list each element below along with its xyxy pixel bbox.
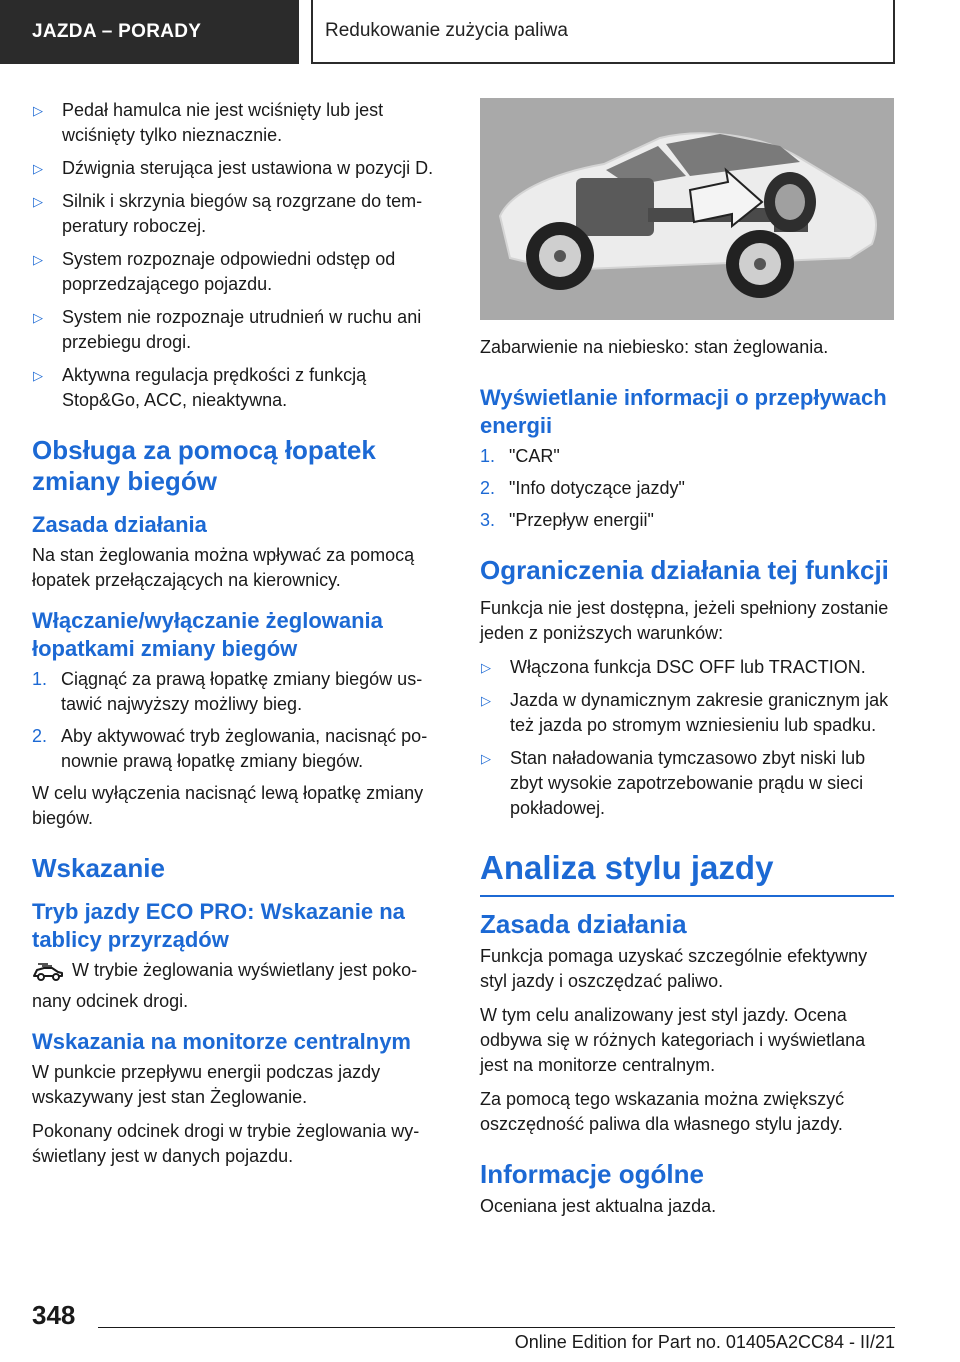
triangle-right-icon: ▷	[481, 693, 491, 708]
footer-divider	[98, 1327, 895, 1328]
list-item: ▷ System rozpoznaje odpowiedni odstęp od poprzedzającego pojazdu.	[32, 247, 446, 297]
toggle-off-text: W celu wyłączenia nacisnąć lewą łopatkę zmiany biegów.	[32, 783, 424, 828]
list-item: 1. "CAR"	[480, 446, 560, 466]
paddles-heading: Obsługa za pomocą łopatek zmiany biegów	[32, 435, 376, 496]
triangle-right-icon: ▷	[481, 751, 491, 766]
list-item: ▷ Pedał hamulca nie jest wciśnięty lub jest wciśnięty tylko nieznacznie.	[32, 98, 446, 148]
display-heading: Wskazanie	[32, 853, 165, 883]
general-heading: Informacje ogólne	[480, 1159, 704, 1189]
list-item: ▷ System nie rozpoznaje utrudnień w ruchu ani przebiegu drogi.	[32, 305, 446, 355]
list-item: 2. Aby aktywować tryb żeglowania, nacisnąć ponownie prawą łopatkę zmiany biegów.	[32, 726, 428, 771]
triangle-right-icon: ▷	[33, 161, 43, 176]
car-coasting-icon	[32, 962, 64, 989]
figure-caption: Zabarwienie na niebiesko: stan żeglowania.	[480, 337, 829, 357]
triangle-right-icon: ▷	[481, 660, 491, 675]
list-item: ▷ Jazda w dynamicznym zakresie granicznym jak też jazda po stromym wzniesieniu lub spadku.	[480, 688, 894, 738]
list-item: ▷ Stan naładowania tymczasowo zbyt niski lub zbyt wysokie zapotrzebowanie prądu w sieci pokładowej.	[480, 746, 894, 821]
triangle-right-icon: ▷	[33, 252, 43, 267]
style-heading: Analiza stylu jazdy	[480, 849, 774, 886]
eco-paragraph: W trybie żeglowania wyświetlany jest pokonany odcinek drogi.	[32, 960, 418, 1011]
right-column	[480, 98, 894, 1228]
chapter-header	[311, 0, 895, 64]
style-principle-heading: Zasada działania	[480, 909, 687, 939]
eco-heading: Tryb jazdy ECO PRO: Wskazanie na tablicy przyrządów	[32, 899, 405, 952]
list-item: ▷ Dźwignia sterująca jest ustawiona w pozycji D.	[32, 156, 446, 181]
chapter-title: Redukowanie zużycia paliwa	[325, 20, 568, 41]
limits-heading: Ograniczenia działania tej funkcji	[480, 555, 889, 585]
style-paragraph-2: W tym celu analizowany jest styl jazdy. Ocena odbywa się w różnych kategoriach i wyświetlana jest na monitorze centralnym.	[480, 1005, 866, 1075]
section-tab	[0, 0, 299, 64]
monitor-text-1: W punkcie przepływu energii podczas jazdy wskazywany jest stan Żeglowanie.	[32, 1062, 381, 1107]
triangle-right-icon: ▷	[33, 103, 43, 118]
triangle-right-icon: ▷	[33, 194, 43, 209]
general-text: Oceniana jest aktualna jazda.	[480, 1196, 717, 1216]
list-item: 3. "Przepływ energii"	[480, 510, 654, 530]
monitor-text-2: Pokonany odcinek drogi w trybie żeglowania wyświetlany jest w danych pojazdu.	[32, 1121, 420, 1166]
style-heading-block	[480, 847, 894, 897]
principle-text: Na stan żeglowania można wpływać za pomocą łopatek przełączających na kierownicy.	[32, 545, 415, 590]
energy-heading: Wyświetlanie informacji o przepływach energii	[480, 385, 887, 438]
list-item: ▷ Włączona funkcja DSC OFF lub TRACTION.	[480, 655, 894, 680]
page-number: 348	[32, 1300, 76, 1330]
left-column	[32, 98, 446, 1178]
list-item: ▷ Silnik i skrzynia biegów są rozgrzane do temperatury roboczej.	[32, 189, 446, 239]
toggle-heading: Włączanie/wyłączanie żeglowania łopatkami zmiany biegów	[32, 608, 383, 661]
triangle-right-icon: ▷	[33, 368, 43, 383]
edition-note: Online Edition for Part no. 01405A2CC84 - II/21	[514, 1332, 895, 1352]
section-title: JAZDA – PORADY	[32, 21, 202, 42]
principle-heading: Zasada działania	[32, 512, 207, 537]
list-item: 2. "Info dotyczące jazdy"	[480, 478, 685, 498]
list-item: 1. Ciągnąć za prawą łopatkę zmiany biegów ustawić najwyższy możliwy bieg.	[32, 669, 423, 714]
car-drivetrain-illustration	[480, 98, 894, 320]
list-item: ▷ Aktywna regulacja prędkości z funkcją Stop&Go, ACC, nieaktywna.	[32, 363, 446, 413]
monitor-heading: Wskazania na monitorze centralnym	[32, 1029, 411, 1054]
style-paragraph-1: Funkcja pomaga uzyskać szczególnie efektywny styl jazdy i oszczędzać paliwo.	[480, 946, 868, 991]
triangle-right-icon: ▷	[33, 310, 43, 325]
limits-text: Funkcja nie jest dostępna, jeżeli spełniony zostanie jeden z poniższych warunków:	[480, 598, 889, 643]
style-paragraph-3: Za pomocą tego wskazania można zwiększyć oszczędność paliwa dla własnego stylu jazdy.	[480, 1089, 845, 1134]
